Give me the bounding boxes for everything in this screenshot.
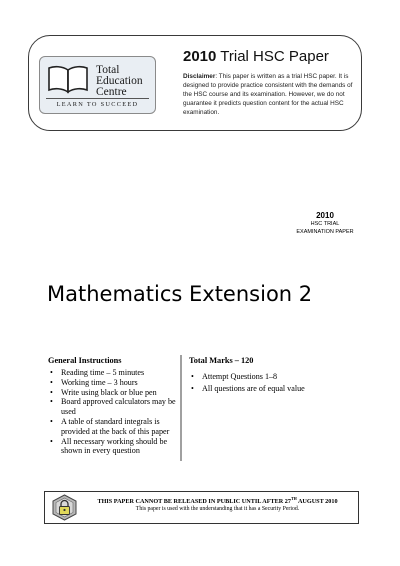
instruction-item: • Reading time – 5 minutes (48, 368, 178, 378)
release-notice-text: THIS PAPER CANNOT BE RELEASED IN PUBLIC UNTIL AFTER 27 (97, 498, 291, 506)
general-instructions-title: General Instructions (48, 356, 122, 365)
banner-title (183, 48, 329, 65)
banner-title-year: 2010 (183, 48, 217, 65)
instruction-item: • Board approved calculators may be used (48, 397, 178, 417)
open-book-icon (46, 64, 90, 94)
logo-tagline: LEARN TO SUCCEED (56, 101, 139, 108)
padlock-badge-icon (51, 494, 78, 521)
trial-line-2: EXAMINATION PAPER (296, 229, 354, 235)
trial-line-1: HSC TRIAL (310, 221, 340, 227)
instruction-item: • All necessary working should be shown in every question (48, 437, 178, 457)
total-marks-list (189, 371, 359, 395)
banner-title-text: Trial HSC Paper (216, 48, 329, 65)
instruction-item: • A table of standard integrals is provided at the back of this paper (48, 417, 178, 437)
instruction-item: • Write using black or blue pen (48, 388, 178, 398)
disclaimer-text: : This paper is written as a trial HSC paper. It is designed to provide practice consistent with the demands of the HSC course and its examination. However, we do not guarantee it predicts question content for the actual HSC examination. (183, 73, 353, 116)
release-notice-date: AUGUST 2010 (296, 498, 338, 506)
column-divider (180, 355, 182, 461)
release-notice-ordinal: TH (290, 496, 297, 501)
exam-year: 2010 (316, 211, 334, 220)
instruction-item: • Working time – 3 hours (48, 378, 178, 388)
total-marks-title: Total Marks – 120 (189, 356, 254, 365)
logo-line-2: Education (96, 75, 143, 87)
marks-item: • Attempt Questions 1–8 (189, 371, 359, 383)
logo-line-1: Total (96, 64, 120, 76)
disclaimer (183, 72, 356, 117)
marks-item: • All questions are of equal value (189, 383, 359, 395)
logo (39, 56, 156, 114)
security-period-note: This paper is used with the understanding that it has a Security Period. (135, 506, 300, 512)
security-notice-box (44, 491, 359, 524)
general-instructions-list (48, 368, 178, 456)
release-notice (81, 496, 354, 505)
logo-divider (46, 98, 149, 99)
logo-line-3: Centre (96, 86, 127, 98)
disclaimer-label: Disclaimer (183, 73, 216, 80)
subject-title: Mathematics Extension 2 (47, 282, 313, 306)
